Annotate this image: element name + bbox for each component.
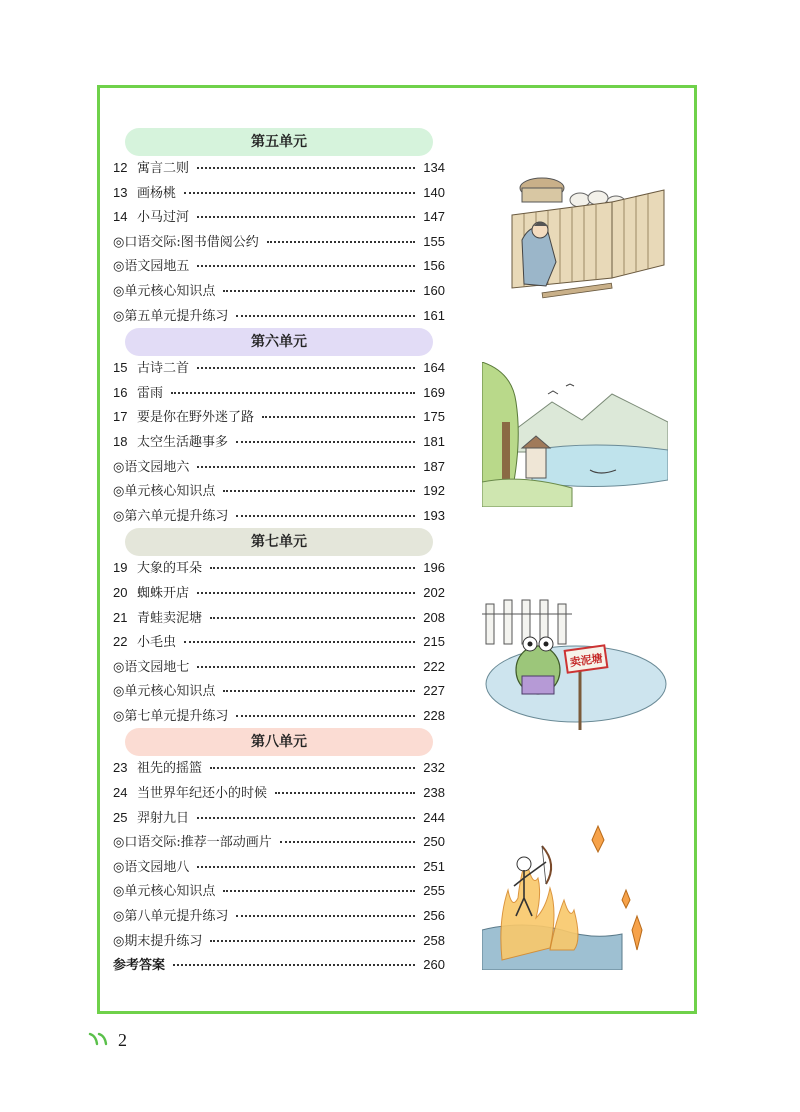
page-ref: 160 xyxy=(423,282,445,298)
page-ref: 140 xyxy=(423,184,445,200)
entry-title: 雷雨 xyxy=(137,385,164,401)
page-ref: 232 xyxy=(423,760,445,776)
lesson-number: 23 xyxy=(113,760,128,776)
unit-header: 第六单元 xyxy=(125,328,433,356)
entry-title: 小毛虫 xyxy=(137,635,177,651)
toc-row[interactable] xyxy=(113,756,445,781)
page-ref: 238 xyxy=(423,785,445,801)
page-ref: 228 xyxy=(423,707,445,723)
entry-title: ◎第五单元提升练习 xyxy=(113,308,229,324)
toc-row[interactable] xyxy=(113,304,445,329)
toc-row[interactable] xyxy=(113,679,445,704)
entry-title: ◎单元核心知识点 xyxy=(113,484,216,500)
page-ref: 193 xyxy=(423,507,445,523)
entry-title: 蜘蛛开店 xyxy=(137,585,190,601)
page-ref: 196 xyxy=(423,560,445,576)
entry-title: ◎口语交际:图书借阅公约 xyxy=(113,234,259,250)
fence-shepherd-illustration xyxy=(482,160,668,305)
toc-row[interactable] xyxy=(113,581,445,606)
page-ref: 258 xyxy=(423,932,445,948)
unit-header: 第八单元 xyxy=(125,728,433,756)
page-ref: 192 xyxy=(423,483,445,499)
lesson-number: 16 xyxy=(113,384,128,400)
sign-text: 卖泥塘 xyxy=(568,651,604,670)
page-ref: 244 xyxy=(423,809,445,825)
page-ref: 227 xyxy=(423,683,445,699)
toc-row[interactable] xyxy=(113,230,445,255)
entry-title: ◎单元核心知识点 xyxy=(113,283,216,299)
lesson-number: 17 xyxy=(113,409,128,425)
page-ref: 208 xyxy=(423,609,445,625)
table-of-contents xyxy=(113,128,445,978)
entry-title: ◎语文园地七 xyxy=(113,659,190,675)
entry-title: 古诗二首 xyxy=(137,361,190,377)
page-ref: 161 xyxy=(423,307,445,323)
page-ref: 256 xyxy=(423,908,445,924)
toc-row[interactable] xyxy=(113,156,445,181)
page-ref: 202 xyxy=(423,584,445,600)
entry-title: ◎语文园地五 xyxy=(113,259,190,275)
lesson-number: 22 xyxy=(113,634,128,650)
page-ref: 181 xyxy=(423,433,445,449)
landscape-illustration xyxy=(482,362,668,507)
toc-row[interactable] xyxy=(113,504,445,529)
lesson-number: 25 xyxy=(113,809,128,825)
unit-header: 第七单元 xyxy=(125,528,433,556)
page-ref: 255 xyxy=(423,883,445,899)
entry-title: 画杨桃 xyxy=(137,185,177,201)
page-ref: 187 xyxy=(423,458,445,474)
entry-title: ◎语文园地六 xyxy=(113,459,190,475)
page-ref: 169 xyxy=(423,384,445,400)
page-ref: 156 xyxy=(423,258,445,274)
toc-row[interactable] xyxy=(113,606,445,631)
entry-title: 参考答案 xyxy=(113,958,166,974)
entry-title: 寓言二则 xyxy=(137,161,190,176)
toc-row[interactable] xyxy=(113,655,445,680)
entry-title: ◎第六单元提升练习 xyxy=(113,508,229,524)
page-ref: 215 xyxy=(423,634,445,650)
toc-row[interactable] xyxy=(113,479,445,504)
entry-title: 要是你在野外迷了路 xyxy=(137,410,255,426)
toc-row[interactable] xyxy=(113,929,445,954)
toc-row[interactable] xyxy=(113,855,445,880)
toc-row[interactable] xyxy=(113,430,445,455)
entry-title: 小马过河 xyxy=(137,210,190,226)
toc-row[interactable] xyxy=(113,879,445,904)
entry-title: 太空生活趣事多 xyxy=(137,434,229,450)
toc-row[interactable] xyxy=(113,205,445,230)
entry-title: 羿射九日 xyxy=(137,810,190,826)
toc-row[interactable] xyxy=(113,630,445,655)
lesson-number: 18 xyxy=(113,433,128,449)
entry-title: 当世界年纪还小的时候 xyxy=(137,786,268,802)
lesson-number: 19 xyxy=(113,560,128,576)
page-ref: 250 xyxy=(423,834,445,850)
page-footer xyxy=(88,1028,127,1052)
houyi-archer-illustration xyxy=(482,820,668,970)
entry-title: ◎单元核心知识点 xyxy=(113,684,216,700)
toc-row[interactable] xyxy=(113,381,445,406)
entry-title: ◎第七单元提升练习 xyxy=(113,708,229,724)
leaf-icon xyxy=(88,1032,110,1048)
entry-title: ◎语文园地八 xyxy=(113,859,190,875)
entry-title: 祖先的摇篮 xyxy=(137,761,203,777)
lesson-number: 13 xyxy=(113,184,128,200)
page-ref: 164 xyxy=(423,360,445,376)
frog-mud-pond-illustration xyxy=(482,592,668,737)
lesson-number: 24 xyxy=(113,785,128,801)
page-ref: 222 xyxy=(423,658,445,674)
entry-title: ◎期末提升练习 xyxy=(113,933,203,949)
toc-row[interactable] xyxy=(113,904,445,929)
toc-row[interactable] xyxy=(113,806,445,831)
toc-row[interactable] xyxy=(113,279,445,304)
toc-row[interactable] xyxy=(113,830,445,855)
toc-row[interactable] xyxy=(113,405,445,430)
entry-title: ◎口语交际:推荐一部动画片 xyxy=(113,835,272,851)
toc-row[interactable] xyxy=(113,455,445,480)
lesson-number: 15 xyxy=(113,360,128,376)
entry-title: 青蛙卖泥塘 xyxy=(137,610,203,626)
toc-row[interactable] xyxy=(113,704,445,729)
entry-title: 大象的耳朵 xyxy=(137,561,203,577)
page-ref: 155 xyxy=(423,233,445,249)
page-ref: 134 xyxy=(423,160,445,175)
toc-row[interactable] xyxy=(113,254,445,279)
unit-header: 第五单元 xyxy=(125,128,433,156)
toc-row[interactable] xyxy=(113,356,445,381)
lesson-number: 20 xyxy=(113,584,128,600)
page-ref: 251 xyxy=(423,858,445,874)
lesson-number: 14 xyxy=(113,209,128,225)
lesson-number: 21 xyxy=(113,609,128,625)
page-ref: 175 xyxy=(423,409,445,425)
page-ref: 147 xyxy=(423,209,445,225)
toc-row[interactable] xyxy=(113,181,445,206)
toc-row[interactable] xyxy=(113,781,445,806)
lesson-number: 12 xyxy=(113,160,128,175)
page-ref: 260 xyxy=(423,957,445,973)
page-number: 2 xyxy=(118,1029,127,1050)
answer-key-row[interactable] xyxy=(113,953,445,978)
toc-row[interactable] xyxy=(113,556,445,581)
entry-title: ◎第八单元提升练习 xyxy=(113,909,229,925)
entry-title: ◎单元核心知识点 xyxy=(113,884,216,900)
